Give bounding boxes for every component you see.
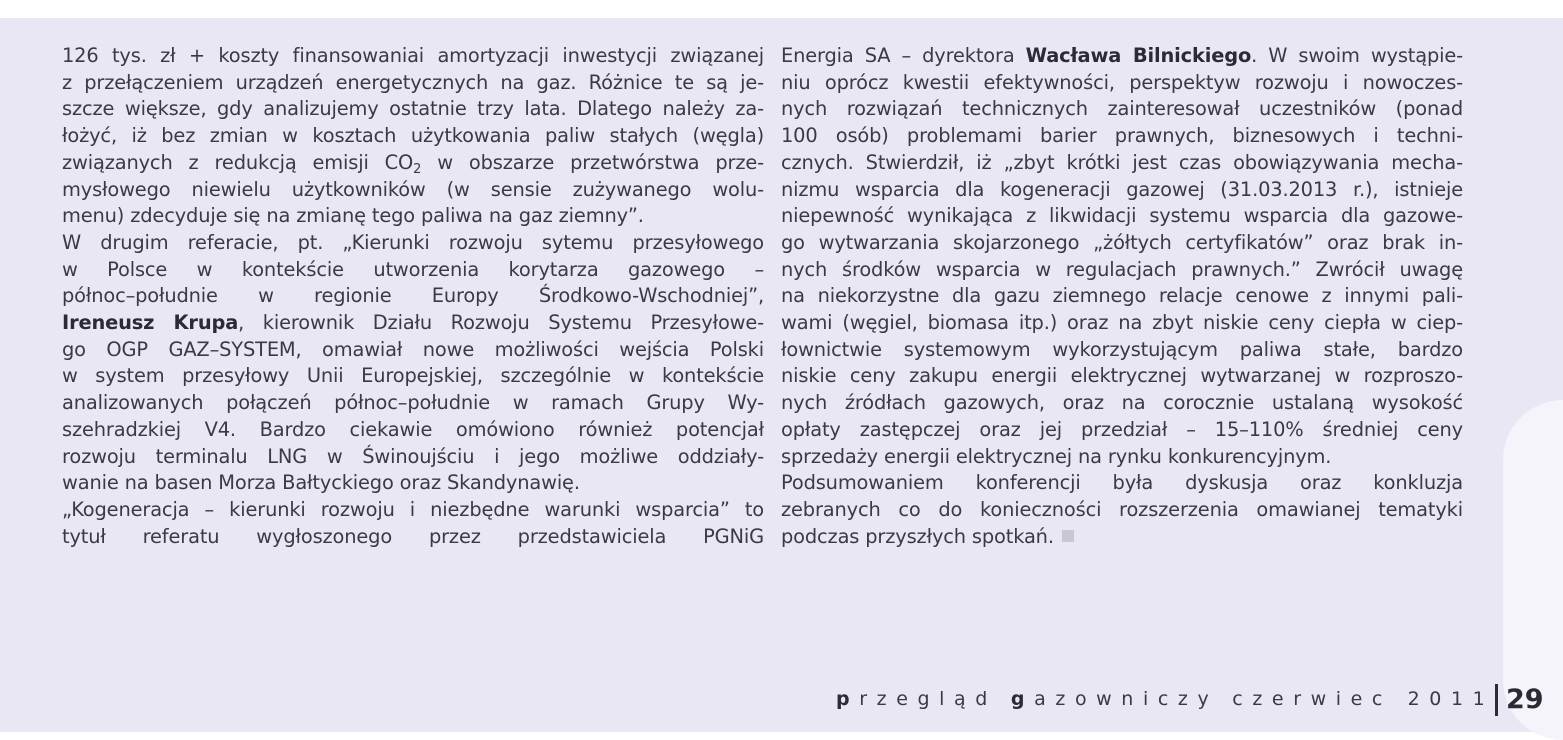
text-line: w system przesyłowy Unii Europejskiej, szczególnie w kontekście: [62, 364, 764, 388]
text-line: [781, 524, 1463, 551]
text-line: „Kogeneracja – kierunki rozwoju i niezbędne warunki wsparcia” to: [62, 497, 764, 521]
footer-word: rzegląd: [859, 688, 997, 710]
text-line: nych środków wsparcia w regulacjach prawnych.” Zwrócił uwagę: [781, 257, 1463, 281]
footer-letter: g: [1010, 688, 1035, 710]
text-line: [781, 43, 1463, 70]
text-line: nych źródłach gazowych, oraz na corocznie ustalaną wysokość: [781, 391, 1463, 415]
subscript: 2: [413, 161, 422, 177]
text-fragment: podczas przyszłych spotkań.: [781, 524, 1054, 548]
text-line: go wytwarzania skojarzonego „żółtych certyfikatów” oraz brak in-: [781, 230, 1463, 254]
end-of-article-square-icon: [1062, 530, 1074, 542]
text-line: w Polsce w kontekście utworzenia korytarza gazowego –: [62, 257, 764, 281]
text-line: W drugim referacie, pt. „Kierunki rozwoju sytemu przesyłowego: [62, 230, 764, 254]
text-line: nizmu wsparcia dla kogeneracji gazowej (31.03.2013 r.), istnieje: [781, 177, 1463, 201]
text-line: zebranych co do konieczności rozszerzenia omawianej tematyki: [781, 497, 1463, 521]
running-footer: [836, 688, 1494, 718]
text-fragment: związanych z redukcją emisji CO: [62, 150, 414, 174]
footer-letter: p: [836, 688, 860, 710]
text-line: na niekorzystne dla gazu ziemnego relacje cenowe z innymi pali-: [781, 284, 1463, 308]
text-line: wami (węgiel, biomasa itp.) oraz na zbyt niskie ceny ciepła w ciep-: [781, 311, 1463, 335]
text-line: [62, 310, 764, 337]
text-line: menu) zdecyduje się na zmianę tego paliwa na gaz ziemny”.: [62, 204, 644, 228]
text-line: niepewność wynikająca z likwidacji systemu wsparcia dla gazowe-: [781, 204, 1463, 228]
text-line: łożyć, iż bez zmian w kosztach użytkowania paliw stałych (węgla): [62, 124, 764, 148]
text-line: niskie ceny zakupu energii elektrycznej wytwarzanej w rozproszo-: [781, 364, 1463, 388]
speaker-name: Wacława Bilnickiego: [1025, 44, 1252, 67]
speaker-name: Ireneusz Krupa: [62, 311, 239, 335]
article-column-right: [781, 43, 1463, 550]
text-line: północ–południe w regionie Europy Środkowo-Wschodniej”,: [62, 284, 764, 308]
text-line: sprzedaży energii elektrycznej na rynku konkurencyjnym.: [781, 444, 1332, 468]
article-column-left: [62, 43, 764, 550]
text-line: nych rozwiązań technicznych zainteresował uczestników (ponad: [781, 97, 1463, 121]
text-line: opłaty zastępczej oraz jej przedział – 15–110% średniej ceny: [781, 417, 1463, 441]
text-line: szcze większe, gdy analizujemy ostatnie trzy lata. Dlatego należy za-: [62, 97, 764, 121]
footer-word: azowniczy: [1034, 688, 1219, 710]
text-line: tytuł referatu wygłoszonego przez przedstawiciela PGNiG: [62, 524, 764, 548]
text-line: [62, 150, 764, 177]
text-line: 126 tys. zł + koszty finansowaniai amortyzacji inwestycji związanej: [62, 44, 764, 67]
text-line: 100 osób) problemami barier prawnych, biznesowych i techni-: [781, 124, 1463, 148]
text-fragment: , kierownik Działu Rozwoju Systemu Przesyłowe-: [238, 311, 764, 335]
text-line: Podsumowaniem konferencji była dyskusja oraz konkluzja: [781, 471, 1463, 495]
text-line: łownictwie systemowym wykorzystującym paliwa stałe, bardzo: [781, 337, 1463, 361]
text-line: z przełączeniem urządzeń energetycznych na gaz. Różnice te są je-: [62, 70, 764, 94]
issue-date: czerwiec 2011: [1232, 688, 1495, 710]
text-line: szehradzkiej V4. Bardzo ciekawie omówiono również potencjał: [62, 417, 764, 441]
text-line: niu oprócz kwestii efektywności, perspektyw rozwoju i nowoczes-: [781, 70, 1463, 94]
text-line: cznych. Stwierdził, iż „zbyt krótki jest czas obowiązywania mecha-: [781, 150, 1463, 174]
text-fragment: w obszarze przetwórstwa prze-: [421, 150, 764, 174]
page-number: 29: [1506, 684, 1544, 715]
text-line: rozwoju terminalu LNG w Świnoujściu i jego możliwe oddziały-: [62, 444, 764, 468]
text-fragment: . W swoim wystąpie-: [1251, 44, 1464, 67]
footer-divider: [1495, 684, 1498, 716]
text-fragment: Energia SA – dyrektora: [781, 44, 1026, 67]
text-line: mysłowego niewielu użytkowników (w sensie zużywanego wolu-: [62, 177, 764, 201]
text-line: go OGP GAZ–SYSTEM, omawiał nowe możliwości wejścia Polski: [62, 337, 764, 361]
text-line: wanie na basen Morza Bałtyckiego oraz Skandynawię.: [62, 471, 580, 495]
text-line: analizowanych połączeń północ–południe w ramach Grupy Wy-: [62, 391, 764, 415]
